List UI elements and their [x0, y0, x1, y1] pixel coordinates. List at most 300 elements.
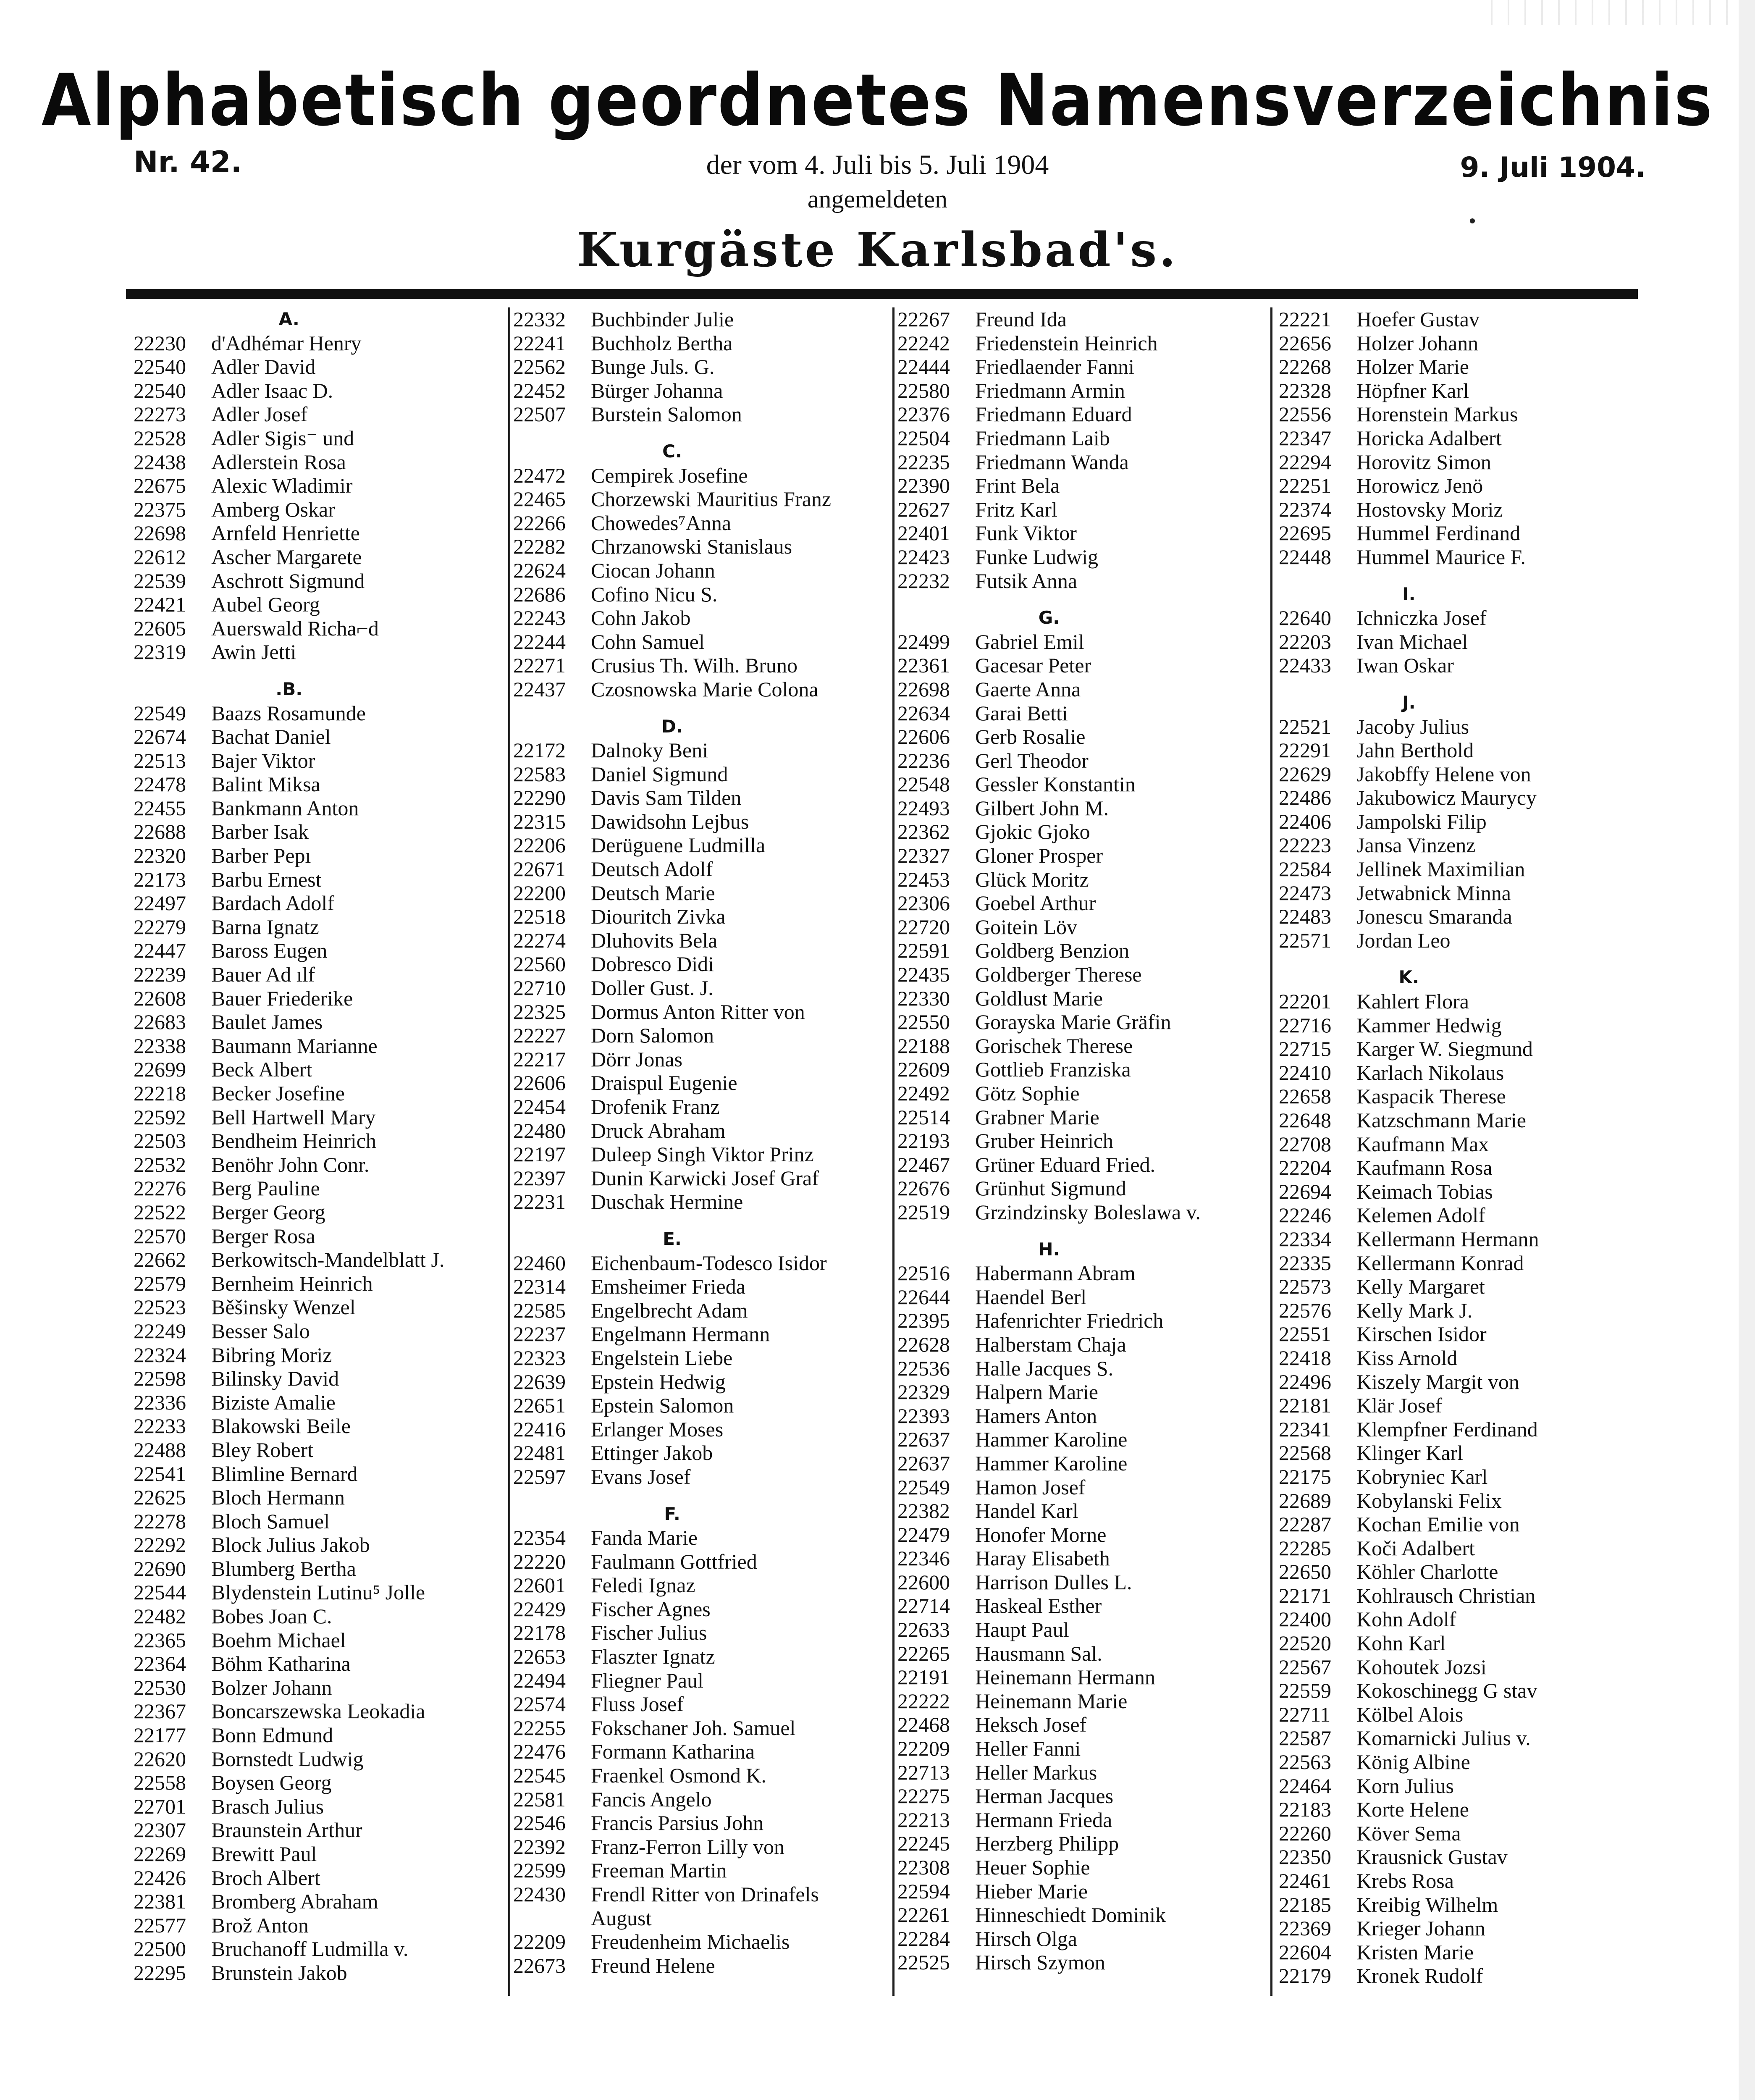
guest-number: 22295: [134, 1961, 186, 1984]
guest-number: 22465: [513, 487, 566, 511]
list-item: [1279, 881, 1539, 905]
guest-name: Burstein Salomon: [591, 402, 742, 426]
guest-name: Hirsch Olga: [975, 1927, 1077, 1950]
guest-number: 22320: [134, 844, 186, 868]
guest-number: 22369: [1279, 1916, 1331, 1940]
list-item: [134, 891, 444, 915]
column-divider: [1270, 307, 1272, 1996]
guest-number: 22193: [897, 1129, 950, 1153]
guest-number: 22218: [134, 1082, 186, 1105]
list-item: [513, 1000, 831, 1024]
guest-name: Krausnick Gustav: [1356, 1845, 1508, 1869]
list-item: [897, 915, 1201, 939]
list-item: [1279, 1726, 1539, 1750]
guest-number: 22650: [1279, 1560, 1331, 1584]
guest-name: Hirsch Szymon: [975, 1950, 1105, 1974]
section-letter: I.: [1402, 583, 1416, 604]
column-2: [513, 307, 831, 1977]
guest-name: Freund Helene: [591, 1953, 715, 1977]
list-item: [1279, 630, 1539, 654]
guest-number: 22291: [1279, 738, 1331, 762]
guest-number: 22625: [134, 1486, 186, 1509]
list-item: [513, 1906, 831, 1930]
list-item: [513, 1394, 831, 1418]
list-item: [1279, 1465, 1539, 1489]
list-item: [513, 1740, 831, 1764]
guest-name: Emsheimer Frieda: [591, 1275, 745, 1299]
guest-number: 22587: [1279, 1726, 1331, 1750]
guest-name: Goitein Löv: [975, 915, 1078, 939]
list-item: [1279, 1774, 1539, 1798]
list-item: [513, 331, 831, 355]
guest-number: 22598: [134, 1367, 186, 1391]
guest-number: 22454: [513, 1095, 566, 1118]
list-item: [134, 1914, 444, 1937]
guest-name: Chowedes⁷Anna: [591, 511, 732, 535]
guest-number: 22448: [1279, 545, 1331, 569]
list-item: [897, 654, 1201, 677]
guest-number: 22690: [134, 1557, 186, 1580]
guest-name: Götz Sophie: [975, 1082, 1080, 1105]
list-item: [1279, 1441, 1539, 1465]
guest-name: Cofino Nicu S.: [591, 582, 718, 606]
guest-name: Karlach Nikolaus: [1356, 1060, 1504, 1084]
guest-name: Engelbrecht Adam: [591, 1298, 748, 1322]
list-item: [897, 355, 1201, 379]
guest-number: 22249: [134, 1319, 186, 1343]
list-item: [1279, 738, 1539, 762]
scan-edge-right: [1739, 0, 1755, 2100]
guest-number: 22549: [134, 701, 186, 725]
guest-number: 22592: [134, 1105, 186, 1129]
guest-name: Bonn Edmund: [211, 1723, 333, 1747]
guest-name: Heksch Josef: [975, 1713, 1087, 1737]
guest-number: 22437: [513, 677, 566, 701]
ink-dot: [1470, 218, 1475, 223]
list-item: [897, 1153, 1201, 1177]
section-letter: C.: [662, 441, 682, 462]
list-item: [897, 1665, 1201, 1689]
guest-name: Haskeal Esther: [975, 1594, 1102, 1618]
guest-number: 22175: [1279, 1465, 1331, 1488]
column-divider: [508, 307, 510, 1996]
guest-name: Běšinsky Wenzel: [211, 1295, 356, 1319]
guest-number: 22523: [134, 1295, 186, 1319]
list-item: [897, 498, 1201, 522]
list-item: [134, 987, 444, 1011]
list-item: [134, 474, 444, 498]
guest-number: 22656: [1279, 331, 1331, 355]
guest-name: Cempirek Josefine: [591, 463, 748, 487]
guest-name: Hostovsky Moriz: [1356, 497, 1503, 521]
list-item: [1279, 1750, 1539, 1774]
guest-number: 22676: [897, 1176, 950, 1200]
guest-name: Baumann Marianne: [211, 1034, 378, 1058]
guest-number: 22576: [1279, 1298, 1331, 1322]
guest-number: 22601: [513, 1573, 566, 1597]
guest-number: 22496: [1279, 1370, 1331, 1394]
guest-name: Halpern Marie: [975, 1380, 1098, 1404]
guest-name: Grünhut Sigmund: [975, 1176, 1126, 1200]
guest-name: Bajer Viktor: [211, 748, 315, 772]
list-item: [513, 1550, 831, 1574]
list-item: [897, 545, 1201, 569]
guest-name: Buchbinder Julie: [591, 307, 734, 331]
guest-number: 22338: [134, 1034, 186, 1058]
guest-name: Gacesar Peter: [975, 654, 1091, 677]
list-item: [134, 1319, 444, 1343]
header-rule: [126, 289, 1638, 299]
list-item: [897, 1570, 1201, 1594]
column-3: [897, 307, 1201, 1974]
guest-number: 22330: [897, 986, 950, 1010]
guest-name: Gorischek Therese: [975, 1034, 1133, 1058]
list-item: [134, 450, 444, 474]
list-item: [513, 1441, 831, 1465]
list-item: [1279, 1940, 1539, 1964]
guest-name: Duleep Singh Viktor Prinz: [591, 1142, 814, 1166]
guest-name: Bloch Hermann: [211, 1486, 345, 1509]
list-item: [897, 1618, 1201, 1642]
list-item: [513, 833, 831, 857]
guest-number: 22624: [513, 558, 566, 582]
guest-number: 22200: [513, 881, 566, 905]
guest-name: Kelly Margaret: [1356, 1275, 1485, 1299]
guest-name: Davis Sam Tilden: [591, 786, 742, 810]
guest-name: Francis Parsius John: [591, 1811, 764, 1835]
section-gap: [897, 593, 1201, 606]
list-item: [1279, 990, 1539, 1013]
list-item: [513, 677, 831, 701]
guest-name: Bibring Moriz: [211, 1343, 332, 1367]
list-item: [897, 796, 1201, 820]
list-item: [897, 987, 1201, 1011]
guest-name: Fanda Marie: [591, 1526, 698, 1550]
guest-number: 22365: [134, 1628, 186, 1652]
list-item: [897, 1880, 1201, 1903]
guest-name: Boysen Georg: [211, 1771, 332, 1795]
guest-number: 22461: [1279, 1869, 1331, 1893]
guest-number: 22604: [1279, 1940, 1331, 1964]
list-item: [897, 1761, 1201, 1785]
guest-name: Kirschen Isidor: [1356, 1322, 1487, 1346]
guest-name: Bell Hartwell Mary: [211, 1105, 376, 1129]
guest-number: 22711: [1279, 1702, 1331, 1726]
list-item: [897, 1129, 1201, 1153]
guest-name: Jonescu Smaranda: [1356, 905, 1512, 929]
list-item: [134, 1557, 444, 1581]
list-item: [1279, 833, 1539, 857]
guest-number: 22306: [897, 891, 950, 915]
guest-name: Bankmann Anton: [211, 796, 359, 820]
list-item: [897, 1927, 1201, 1951]
guest-number: 22336: [134, 1390, 186, 1414]
guest-name: Harrison Dulles L.: [975, 1570, 1132, 1594]
guest-number: 22206: [513, 833, 566, 857]
guest-number: 22315: [513, 809, 566, 833]
list-item: [897, 1523, 1201, 1547]
list-item: [1279, 1512, 1539, 1536]
guest-name: Gjokic Gjoko: [975, 820, 1090, 844]
guest-number: 22599: [513, 1858, 566, 1882]
list-item: [897, 569, 1201, 593]
guest-number: 22231: [513, 1190, 566, 1214]
guest-number: 22594: [897, 1879, 950, 1903]
list-item: [134, 379, 444, 403]
guest-name: Brož Anton: [211, 1913, 309, 1937]
list-item: [897, 1642, 1201, 1666]
guest-number: 22620: [134, 1747, 186, 1771]
guest-number: 22271: [513, 654, 566, 677]
list-item: [513, 1526, 831, 1550]
guest-number: 22639: [513, 1370, 566, 1394]
guest-number: 22634: [897, 701, 950, 725]
list-item: [513, 307, 831, 331]
subtitle: Kurgäste Karlsbad's.: [577, 223, 1178, 278]
guest-number: 22381: [134, 1890, 186, 1914]
list-item: [513, 1418, 831, 1441]
list-item: [1279, 857, 1539, 881]
guest-name: Hamers Anton: [975, 1404, 1097, 1428]
guest-name: Balint Miksa: [211, 772, 320, 796]
list-item: [134, 498, 444, 522]
guest-number: 22473: [1279, 881, 1331, 905]
guest-number: 22568: [1279, 1441, 1331, 1465]
guest-name: Hinneschiedt Dominik: [975, 1903, 1166, 1927]
list-item: [134, 1771, 444, 1795]
list-item: [513, 1299, 831, 1323]
guest-number: 22562: [513, 355, 566, 379]
guest-number: 22393: [897, 1404, 950, 1428]
guest-name: Gorayska Marie Gräfin: [975, 1010, 1171, 1034]
list-item: [513, 487, 831, 511]
guest-name: Chrzanowski Stanislaus: [591, 535, 792, 559]
guest-name: Blydenstein Lutinu⁵ Jolle: [211, 1580, 425, 1604]
guest-name: Bley Robert: [211, 1438, 314, 1462]
guest-name: Bornstedt Ludwig: [211, 1747, 364, 1771]
guest-name: Herman Jacques: [975, 1784, 1114, 1808]
list-item: [897, 630, 1201, 654]
guest-name: Jahn Berthold: [1356, 738, 1474, 762]
list-item: [1279, 379, 1539, 403]
guest-number: 22548: [897, 772, 950, 796]
guest-name: Evans Josef: [591, 1465, 691, 1488]
list-item: [513, 976, 831, 1000]
guest-number: 22191: [897, 1665, 950, 1689]
guest-number: 22671: [513, 857, 566, 881]
list-item: [897, 772, 1201, 796]
list-item: [513, 630, 831, 654]
list-item: [134, 1486, 444, 1509]
guest-number: 22627: [897, 497, 950, 521]
guest-name: Kammer Hedwig: [1356, 1013, 1502, 1037]
guest-number: 22689: [1279, 1488, 1331, 1512]
guest-number: 22530: [134, 1675, 186, 1699]
list-item: [1279, 786, 1539, 810]
list-item: [513, 379, 831, 403]
guest-number: 22514: [897, 1105, 950, 1129]
guest-number: 22720: [897, 915, 950, 939]
list-item: [513, 1190, 831, 1214]
guest-name: Heinemann Marie: [975, 1689, 1128, 1713]
guest-name: Horicka Adalbert: [1356, 426, 1502, 450]
guest-number: 22464: [1279, 1774, 1331, 1798]
list-item: [134, 1248, 444, 1272]
list-item: [513, 1119, 831, 1143]
list-item: [1279, 1322, 1539, 1346]
guest-number: 22269: [134, 1842, 186, 1866]
section-gap: [1279, 952, 1539, 966]
guest-name: Heller Markus: [975, 1760, 1097, 1784]
list-item: [134, 1723, 444, 1747]
guest-number: 22227: [513, 1024, 566, 1047]
guest-number: 22265: [897, 1641, 950, 1665]
guest-number: 22507: [513, 402, 566, 426]
list-item: [1279, 1299, 1539, 1323]
list-item: [513, 559, 831, 583]
guest-number: 22274: [513, 928, 566, 952]
guest-name: Goldberger Therese: [975, 963, 1142, 987]
list-item: [1279, 715, 1539, 739]
section-letter: E.: [663, 1228, 682, 1249]
guest-number: 22279: [134, 915, 186, 939]
guest-name: Bauer Friederike: [211, 986, 353, 1010]
guest-number: 22577: [134, 1913, 186, 1937]
guest-number: 22455: [134, 796, 186, 820]
list-item: [897, 426, 1201, 450]
guest-number: 22516: [897, 1261, 950, 1285]
list-item: [897, 1903, 1201, 1927]
guest-name: Herzberg Philipp: [975, 1832, 1119, 1856]
list-item: [134, 1391, 444, 1415]
guest-name: Brasch Julius: [211, 1794, 324, 1818]
list-item: [134, 1153, 444, 1177]
section-gap: [513, 1214, 831, 1227]
list-item: [897, 1713, 1201, 1737]
guest-number: 22605: [134, 616, 186, 640]
guest-number: 22633: [897, 1618, 950, 1642]
guest-name: Koči Adalbert: [1356, 1536, 1475, 1560]
list-item: [134, 1604, 444, 1628]
list-item: [134, 1676, 444, 1700]
list-item: [1279, 307, 1539, 331]
list-item: [134, 331, 444, 355]
guest-name: Jakobffy Helene von: [1356, 762, 1531, 786]
guest-number: 22204: [1279, 1156, 1331, 1180]
guest-name: Kelly Mark J.: [1356, 1298, 1473, 1322]
guest-name: Crusius Th. Wilh. Bruno: [591, 654, 798, 677]
guest-name: Kaspacik Therese: [1356, 1084, 1506, 1108]
guest-number: 22480: [513, 1118, 566, 1142]
guest-name: Habermann Abram: [975, 1261, 1136, 1285]
list-item: [134, 1866, 444, 1890]
guest-name: Hummel Maurice F.: [1356, 545, 1526, 569]
guest-number: 22637: [897, 1451, 950, 1475]
guest-name: Freund Ida: [975, 307, 1067, 331]
list-item: [513, 738, 831, 762]
guest-name: Halle Jacques S.: [975, 1356, 1114, 1380]
guest-number: 22213: [897, 1808, 950, 1832]
guest-name: Aubel Georg: [211, 593, 320, 617]
guest-name: Buchholz Bertha: [591, 331, 733, 355]
guest-number: 22482: [134, 1604, 186, 1628]
guest-number: 22392: [513, 1835, 566, 1858]
list-item: [513, 1882, 831, 1906]
list-item: [513, 1788, 831, 1811]
list-item: [513, 929, 831, 953]
guest-number: 22483: [1279, 905, 1331, 929]
masthead-title: Alphabetisch geordnetes Namensverzeichnis: [41, 58, 1714, 142]
guest-name: Feledi Ignaz: [591, 1573, 695, 1597]
guest-name: Goldlust Marie: [975, 986, 1103, 1010]
list-item: [134, 701, 444, 725]
guest-number: 22319: [134, 640, 186, 664]
list-item: [513, 1346, 831, 1370]
guest-name: Gabriel Emil: [975, 630, 1084, 654]
guest-name: Duschak Hermine: [591, 1190, 743, 1214]
guest-number: 22628: [897, 1332, 950, 1356]
list-item: [513, 1370, 831, 1394]
list-item: [897, 1105, 1201, 1129]
guest-number: 22573: [1279, 1275, 1331, 1299]
guest-number: 22716: [1279, 1013, 1331, 1037]
list-item: [897, 1200, 1201, 1224]
list-item: [1279, 355, 1539, 379]
list-item: [1279, 1584, 1539, 1608]
guest-name: Derüguene Ludmilla: [591, 833, 766, 857]
list-item: [1279, 1227, 1539, 1251]
list-item: [897, 868, 1201, 892]
guest-number: 22492: [897, 1082, 950, 1105]
list-item: [134, 1890, 444, 1914]
list-item: [1279, 1275, 1539, 1299]
guest-name: Heuer Sophie: [975, 1856, 1090, 1879]
guest-name: Handel Karl: [975, 1499, 1078, 1523]
guest-name: Adler Sigis⁻ und: [211, 426, 354, 450]
guest-number: 22332: [513, 307, 566, 331]
guest-number: 22584: [1279, 857, 1331, 881]
list-item: [897, 1856, 1201, 1880]
guest-number: 22579: [134, 1271, 186, 1295]
list-item: [134, 1414, 444, 1438]
guest-number: 22278: [134, 1509, 186, 1533]
guest-name: Draispul Eugenie: [591, 1071, 737, 1095]
guest-name: Korn Julius: [1356, 1774, 1454, 1798]
guest-number: 22251: [1279, 474, 1331, 498]
list-item: [134, 355, 444, 379]
guest-name: Heinemann Hermann: [975, 1665, 1156, 1689]
guest-number: 22600: [897, 1570, 950, 1594]
guest-name: Brewitt Paul: [211, 1842, 317, 1866]
guest-name: Kaufmann Max: [1356, 1132, 1489, 1156]
guest-number: 22181: [1279, 1394, 1331, 1418]
guest-name: Haray Elisabeth: [975, 1546, 1110, 1570]
guest-number: 22241: [513, 331, 566, 355]
list-item: [513, 1024, 831, 1047]
list-item: [897, 749, 1201, 773]
guest-number: 22410: [1279, 1060, 1331, 1084]
guest-number: 22354: [513, 1526, 566, 1550]
guest-name: Kaufmann Rosa: [1356, 1156, 1493, 1180]
guest-name: Kreibig Wilhelm: [1356, 1893, 1498, 1916]
list-item: [1279, 1037, 1539, 1061]
list-item: [1279, 402, 1539, 426]
guest-number: 22273: [134, 402, 186, 426]
guest-number: 22629: [1279, 762, 1331, 786]
guest-number: 22246: [1279, 1203, 1331, 1227]
guest-number: 22708: [1279, 1132, 1331, 1156]
guest-number: 22567: [1279, 1655, 1331, 1679]
